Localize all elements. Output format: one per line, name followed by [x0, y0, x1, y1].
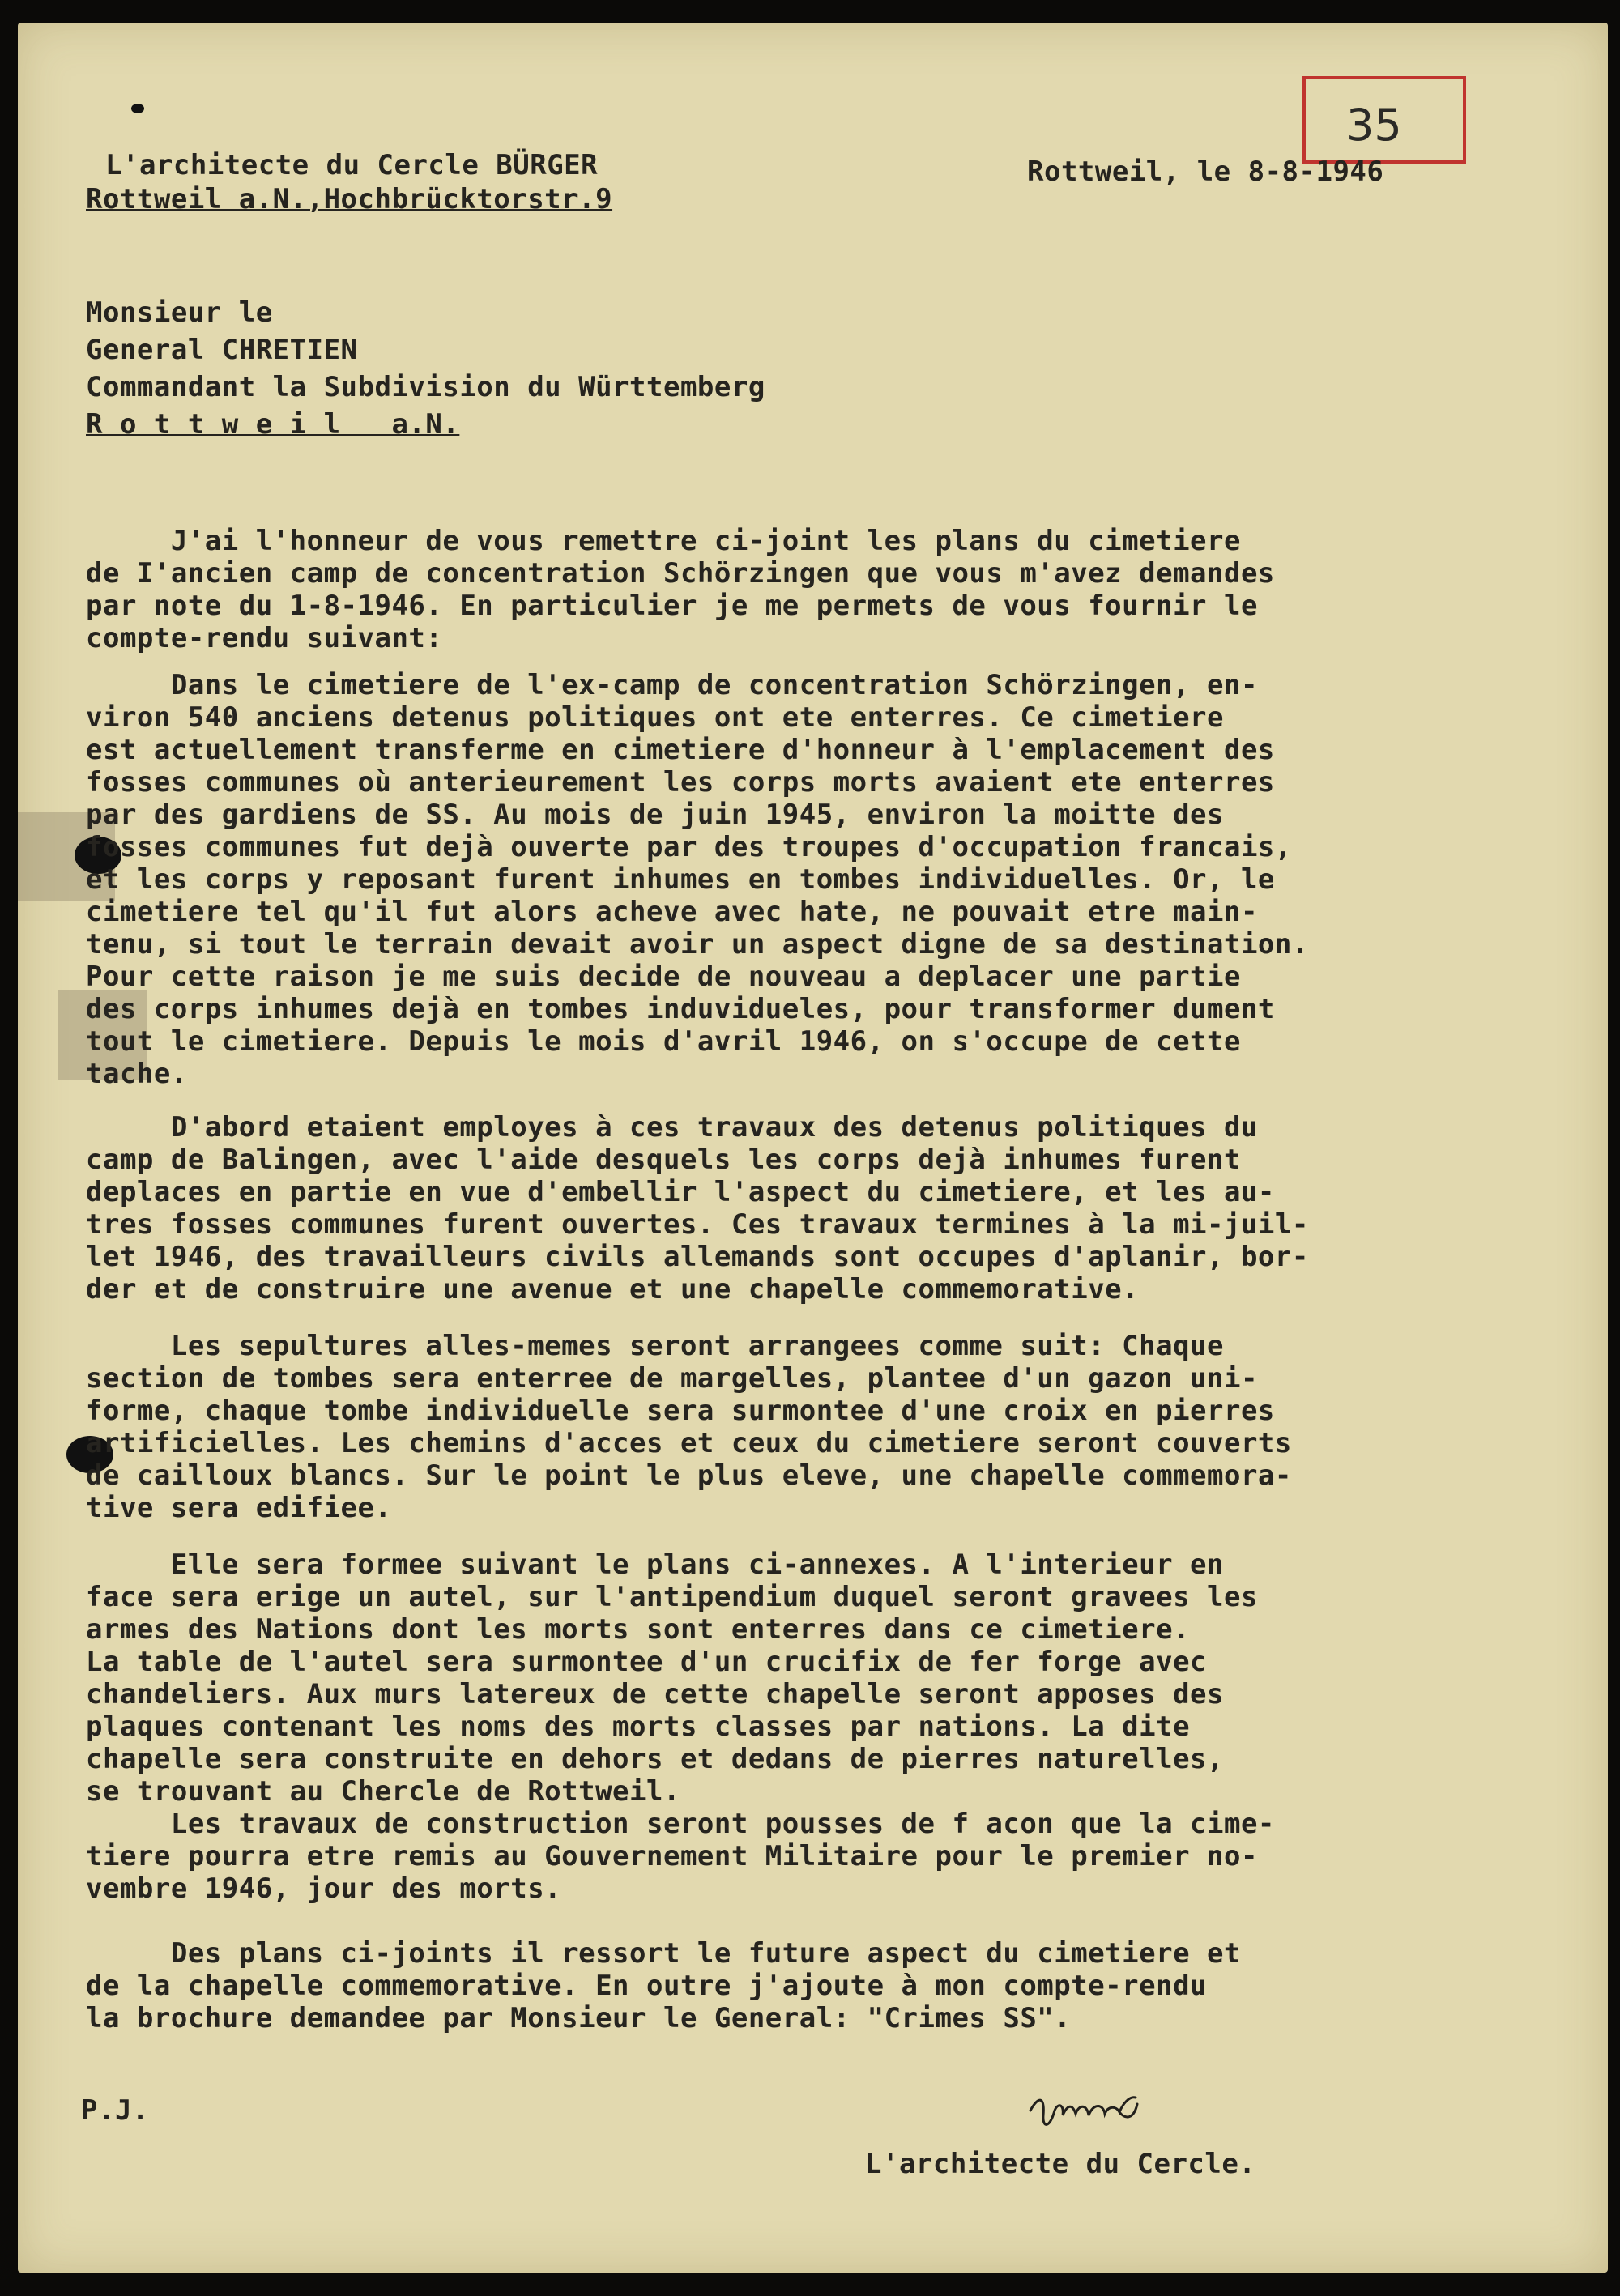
body-paragraph: Dans le cimetiere de l'ex-camp de concentration Schörzingen, en- viron 540 anciens detenus politiques ont ete enterres. Ce cimetiere est actuellement transferme en cimetiere d'honneur à l'emplacement des fosses communes où anterieurement les corps morts avaient ete enterres par des gardiens de SS. Au mois de juin 1945, environ la moitte des fosses communes fut dejà ouverte par des troupes d'occupation francais, et les corps y reposant furent inhumes en tombes individuelles. Or, le cimetiere tel qu'il fut alors acheve avec hate, ne pouvait etre main- tenu, si tout le terrain devait avoir un aspect digne de sa destination. Pour cette raison je me suis decide de nouveau a deplacer une partie des corps inhumes dejà en tombes induvidueles, pour transformer dument tout le cimetiere. Depuis le mois d'avril 1946, on s'occupe de cette tache. [86, 669, 1309, 1090]
place-date: Rottweil, le 8-8-1946 [1027, 155, 1384, 188]
handwritten-signature [1022, 2080, 1184, 2145]
enclosure-marker: P.J. [81, 2094, 149, 2127]
body-paragraph: J'ai l'honneur de vous remettre ci-joint les plans du cimetiere de I'ancien camp de concentration Schörzingen que vous m'avez demandes par note du 1-8-1946. En particulier je me permets de vous fournir le compte-rendu suivant: [86, 525, 1275, 654]
ink-dot [131, 104, 144, 113]
body-paragraph: Des plans ci-joints il ressort le future aspect du cimetiere et de la chapelle commemorative. En outre j'ajoute à mon compte-rendu la brochure demandee par Monsieur le General: "Crimes SS". [86, 1937, 1241, 2034]
body-paragraph: Les travaux de construction seront pousses de f acon que la cime- tiere pourra etre remis au Gouvernement Militaire pour le premier no- vembre 1946, jour des morts. [86, 1808, 1275, 1905]
recipient-city: R o t t w e i l a.N. [86, 408, 460, 441]
body-paragraph: Elle sera formee suivant le plans ci-annexes. A l'interieur en face sera erige un autel, sur l'antipendium duquel seront gravees les armes des Nations dont les morts sont enterres dans ce cimetiere. La table de l'autel sera surmontee d'un crucifix de fer forge avec chandeliers. Aux murs latereux de cette chapelle seront apposes des plaques contenant les noms des morts classes par nations. La dite chapelle sera construite en dehors et dedans de pierres naturelles, se trouvant au Chercle de Rottweil. [86, 1548, 1258, 1808]
recipient-line: Commandant la Subdivision du Württemberg [86, 371, 765, 403]
letter-page [18, 23, 1608, 2273]
recipient-line: Monsieur le [86, 296, 273, 329]
archive-number: 35 [1346, 100, 1402, 151]
body-paragraph: Les sepultures alles-memes seront arrangees comme suit: Chaque section de tombes sera enterree de margelles, plantee d'un gazon uni- forme, chaque tombe individuelle sera surmontee d'une croix en pierres artificielles. Les chemins d'acces et ceux du cimetiere seront couverts de cailloux blancs. Sur le point le plus eleve, une chapelle commemora- tive sera edifiee. [86, 1330, 1292, 1524]
sender-line: L'architecte du Cercle BÜRGER [105, 149, 599, 181]
sender-address: Rottweil a.N.,Hochbrücktorstr.9 [86, 183, 613, 215]
recipient-line: General CHRETIEN [86, 334, 358, 366]
body-paragraph: D'abord etaient employes à ces travaux des detenus politiques du camp de Balingen, avec l'aide desquels les corps dejà inhumes furent deplaces en partie en vue d'embellir l'aspect du cimetiere, et les au- tres fosses communes furent ouvertes. Ces travaux termines à la mi-juil- let 1946, des travailleurs civils allemands sont occupes d'aplanir, bor- der et de construire une avenue et une chapelle commemorative. [86, 1111, 1309, 1306]
signature-title: L'architecte du Cercle. [865, 2148, 1256, 2180]
